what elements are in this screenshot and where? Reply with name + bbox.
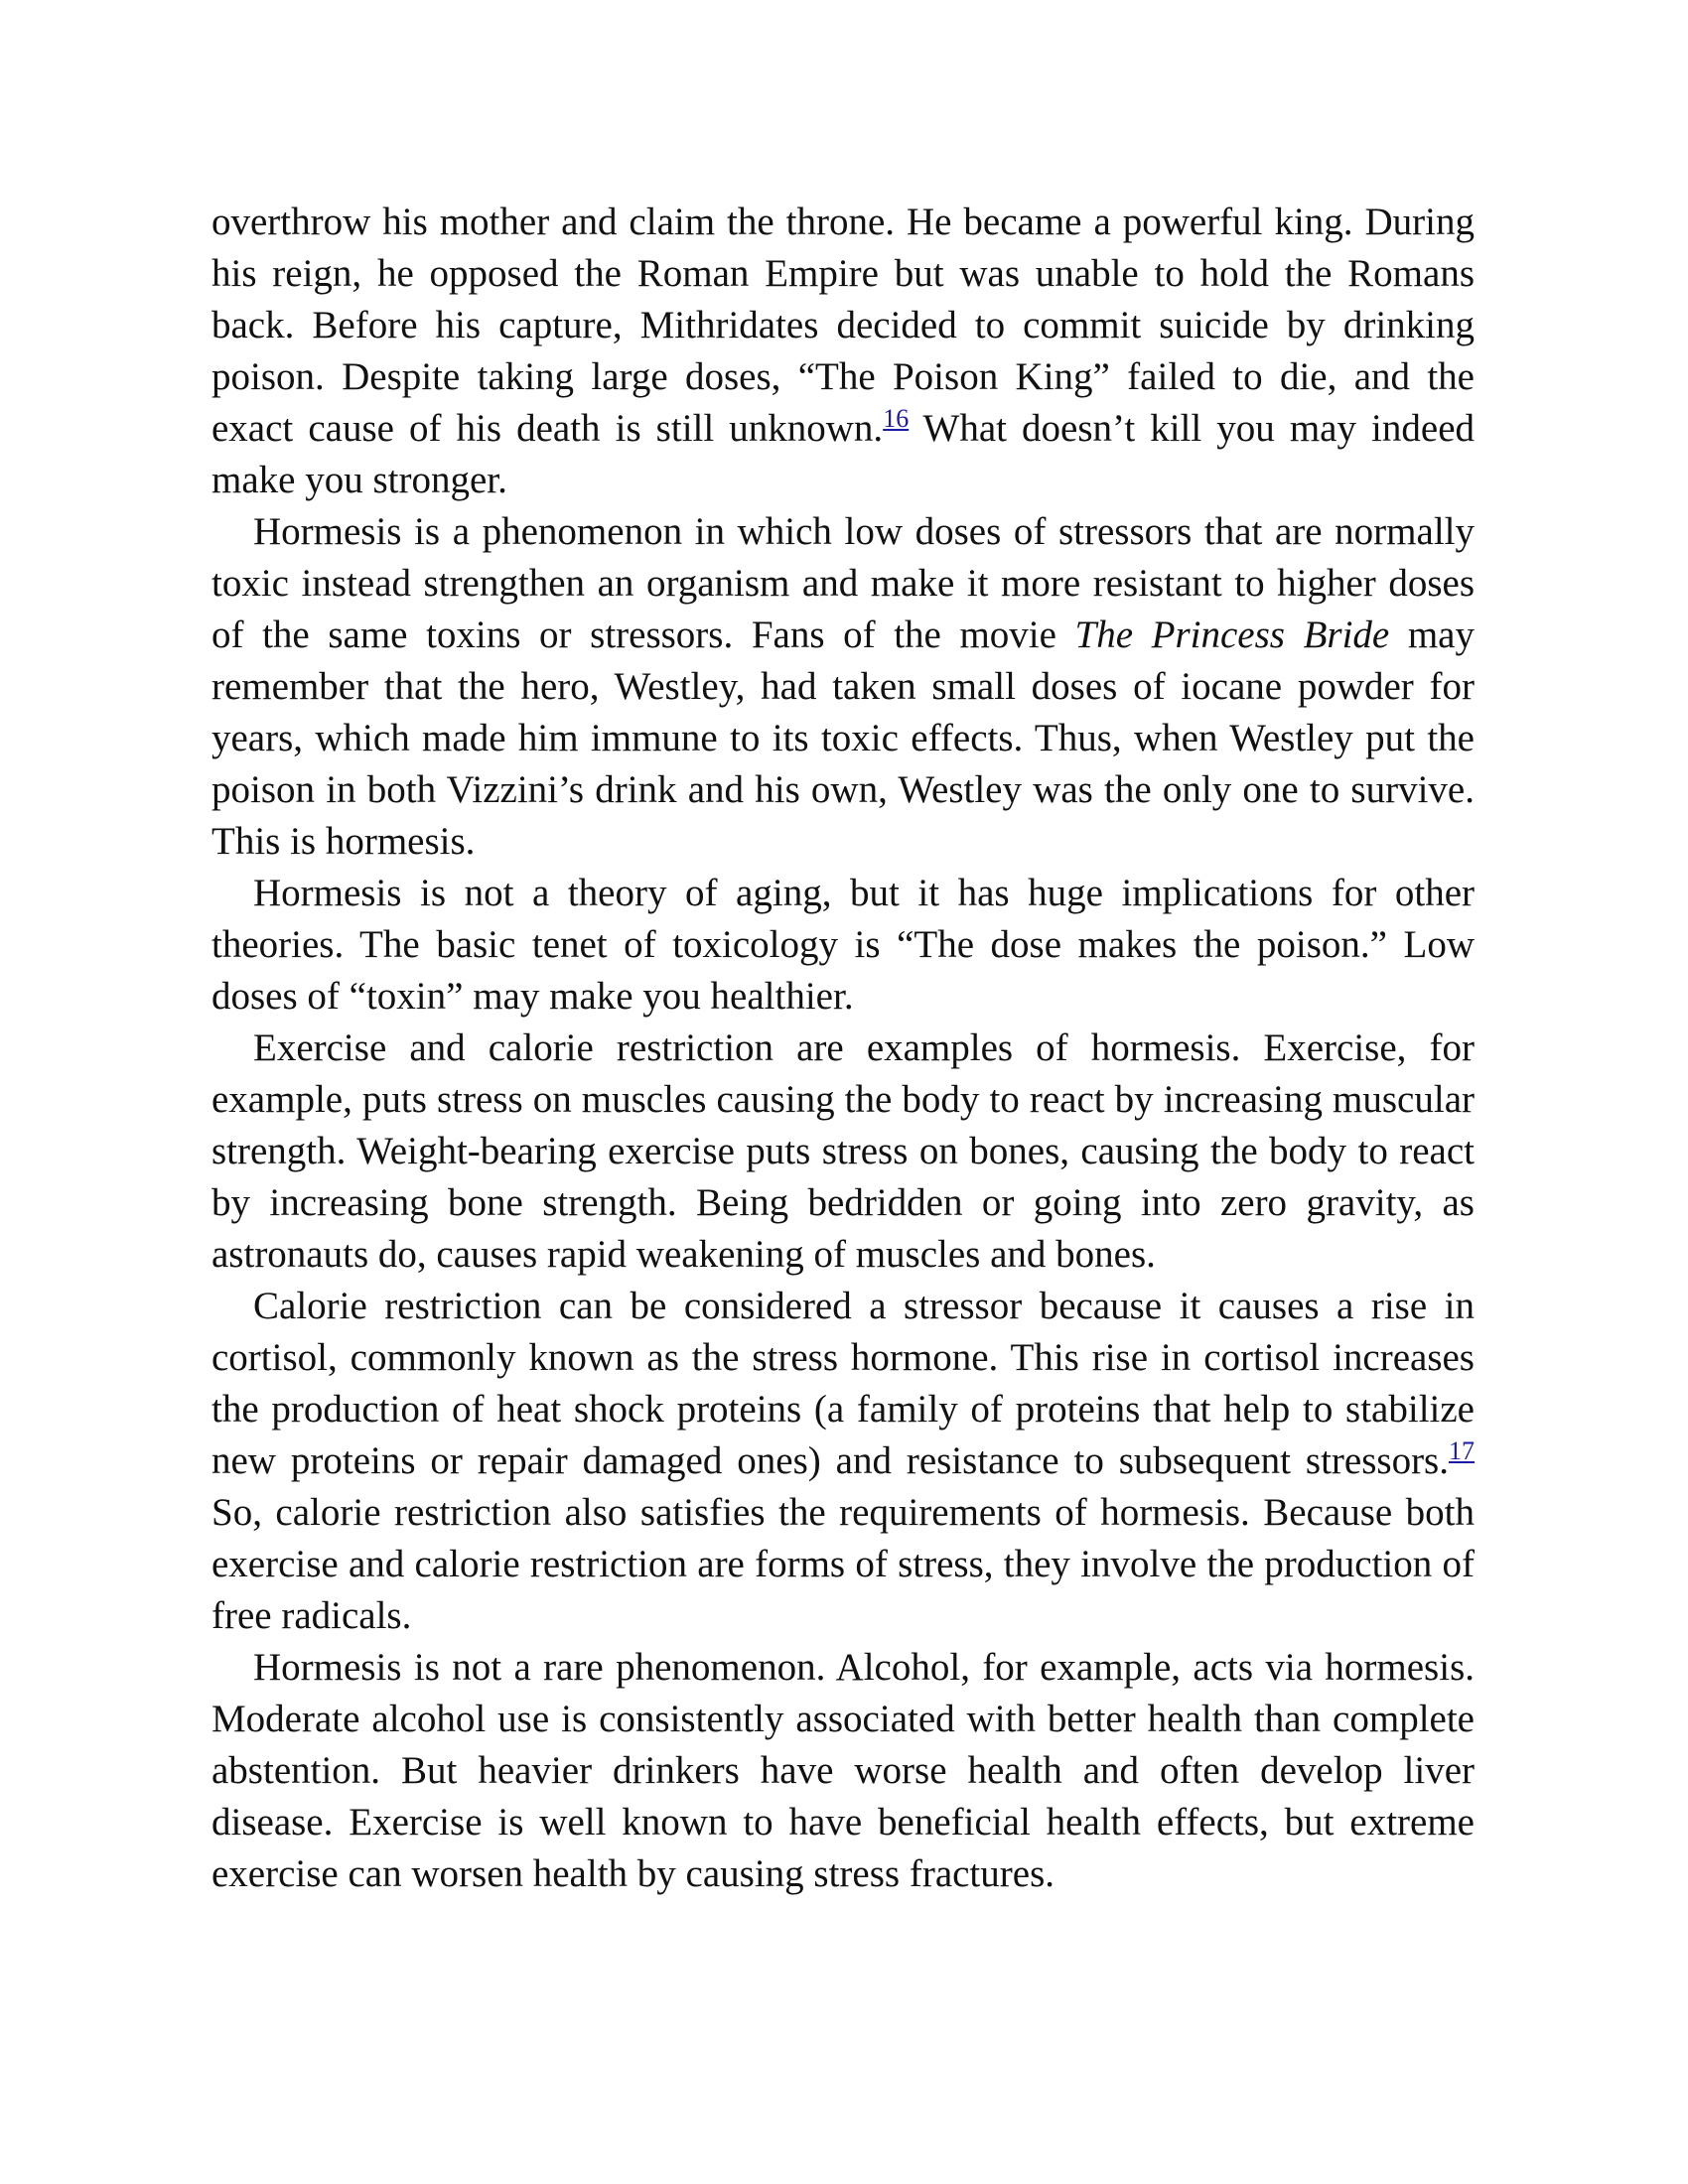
paragraph-calorie-restriction <box>211 1281 1475 1642</box>
paragraph-alcohol <box>211 1642 1475 1900</box>
page-body <box>211 197 1475 1900</box>
paragraph-text: may remember that the hero, Westley, had taken small doses of iocane powder for years, which made him immune to its toxic effects. Thus, when Westley put the poison in both Vizzini’s drink and his own, Westley was the only one to survive. This is hormesis. <box>211 614 1475 863</box>
footnote-link-17[interactable]: 17 <box>1449 1436 1475 1465</box>
paragraph-text: What doesn’t kill you may indeed make you stronger. <box>211 407 1475 501</box>
paragraph-text: Calorie restriction can be considered a stressor because it causes a rise in cortisol, commonly known as the stress hormone. This rise in cortisol increases the production of heat shock proteins (a family of proteins that help to stabilize new proteins or repair damaged ones) and resistance to subsequent stressors. <box>211 1285 1475 1482</box>
paragraph-text: Hormesis is a phenomenon in which low doses of stressors that are normally toxic instead strengthen an organism and make it more resistant to higher doses of the same toxins or stressors. Fans of the movie <box>211 510 1475 656</box>
paragraph-text: Hormesis is not a theory of aging, but it has huge implications for other theories. The basic tenet of toxicology is “The dose makes the poison.” Low doses of “toxin” may make you healthier. <box>211 872 1475 1018</box>
paragraph-toxicology <box>211 868 1475 1023</box>
paragraph-text: overthrow his mother and claim the throne. He became a powerful king. During his reign, he opposed the Roman Empire but was unable to hold the Romans back. Before his capture, Mithridates decided to commit suicide by drinking poison. Despite taking large doses, “The Poison King” failed to die, and the exact cause of his death is still unknown. <box>211 201 1475 450</box>
footnote-link-16[interactable]: 16 <box>883 404 910 433</box>
paragraph-hormesis-definition <box>211 506 1475 868</box>
paragraph-text: So, calorie restriction also satisfies the requirements of hormesis. Because both exercise and calorie restriction are forms of stress, they involve the production of free radicals. <box>211 1491 1475 1637</box>
paragraph-exercise <box>211 1023 1475 1281</box>
movie-title: The Princess Bride <box>1074 614 1390 656</box>
paragraph-mithridates <box>211 197 1475 506</box>
paragraph-text: Hormesis is not a rare phenomenon. Alcohol, for example, acts via hormesis. Moderate alcohol use is consistently associated with better health than complete abstention. But heavier drinkers have worse health and often develop liver disease. Exercise is well known to have beneficial health effects, but extreme exercise can worsen health by causing stress fractures. <box>211 1646 1475 1895</box>
paragraph-text: Exercise and calorie restriction are examples of hormesis. Exercise, for example, puts stress on muscles causing the body to react by increasing muscular strength. Weight-bearing exercise puts stress on bones, causing the body to react by increasing bone strength. Being bedridden or going into zero gravity, as astronauts do, causes rapid weakening of muscles and bones. <box>211 1026 1475 1276</box>
